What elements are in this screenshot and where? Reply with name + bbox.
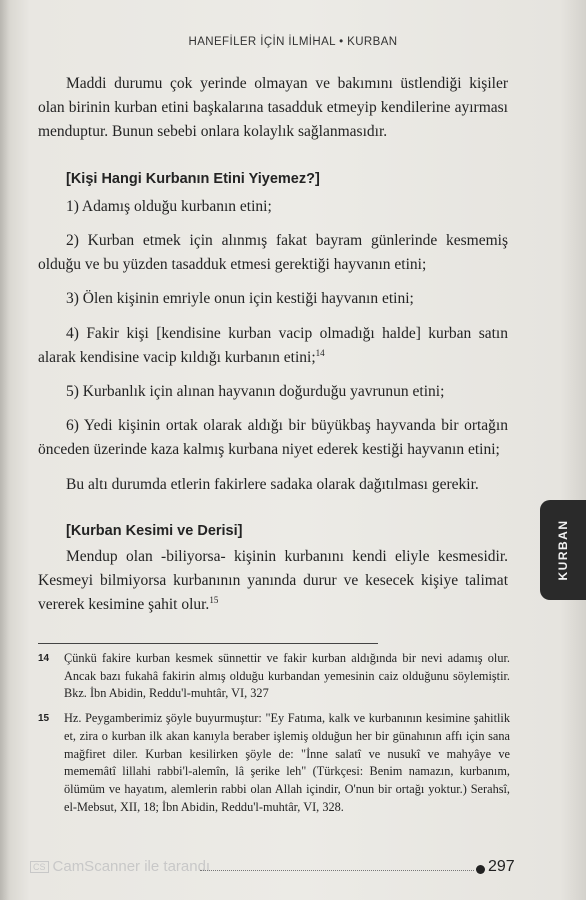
- camscanner-logo-icon: CS: [30, 861, 49, 873]
- intro-paragraph: Maddi durumu çok yerinde olmayan ve bakımını üstlendiği kişiler olan birinin kurban etini başkalarına tasadduk etmeyip kendilerine ayırması menduptur. Bunun sebebi onlara kolaylık sağlanmasıdır.: [38, 75, 508, 141]
- section-heading-1: [Kişi Hangi Kurbanın Etini Yiyemez?]: [66, 170, 320, 187]
- chapter-side-tab: [540, 500, 586, 600]
- footnote-14: [38, 650, 510, 703]
- list-item-4-text: 4) Fakir kişi [kendisine kurban vacip olmadığı halde] kurban satın alarak kendisine vacip kıldığı kurbanın etini;: [38, 324, 508, 366]
- kesim-paragraph: [38, 545, 508, 618]
- page-number-leader: [200, 870, 474, 871]
- watermark-text: CamScanner ile tarandı: [52, 858, 211, 875]
- footnote-number: 15: [38, 713, 50, 725]
- footnote-ref-15[interactable]: 15: [209, 595, 219, 606]
- footnote-text: Çünkü fakire kurban kesmek sünnettir ve fakir kurban aldığında bir nevi adamış olur. Ancak bazı fukahâ fakirin almış olduğu kurbandan yemesinin caiz olduğunu söylemiştir. Bkz. İbn Abidin, Reddu'l-muhtâr, VI, 327: [64, 651, 510, 701]
- list-item-3: 3) Ölen kişinin emriyle onun için kestiği hayvanın etini;: [66, 290, 414, 308]
- closing-paragraph: Bu altı durumda etlerin fakirlere sadaka olarak dağıtılması gerekir.: [66, 475, 479, 493]
- list-item-1: 1) Adamış olduğu kurbanın etini;: [66, 197, 272, 215]
- footnote-number: 14: [38, 653, 50, 664]
- footnote-15: [38, 710, 510, 816]
- footnotes: [38, 650, 510, 823]
- section-heading-2: [Kurban Kesimi ve Derisi]: [66, 522, 243, 539]
- running-header: HANEFİLER İÇİN İLMİHAL • KURBAN: [188, 36, 398, 48]
- list-item-6: 6) Yedi kişinin ortak olarak aldığı bir büyükbaş hayvanda bir ortağın önceden üzerinde kaza kalmış kurbana niyet ederek kestiği hayvanın etini;: [38, 417, 508, 459]
- page-number: 297: [488, 858, 515, 875]
- chapter-tab-label: KURBAN: [556, 519, 570, 581]
- list-item-5: 5) Kurbanlık için alınan hayvanın doğurduğu yavrunun etini;: [66, 383, 445, 401]
- footnote-text: Hz. Peygamberimiz şöyle buyurmuştur: "Ey Fatıma, kalk ve kurbanının kesimine şahitlik et, zira o kurban ilk akan kanıyla beraber işlemiş olduğun her bir günahının affı için sana mağfiret diler. Kurban kesilirken şöyle de: "İnne salatî ve nusukî ve mahyâye ve mememâtî lillahi rabbi'l-alemîn, lâ şerike leh" (Türkçesi: Benim namazın, kurbanım, ölümüm ve hayatım, alemlerin rabbi olan Allah içindir, O'nun bir ortağı yoktur.) Serahsî, el-Mebsut, XII, 18; İbn Abidin, Reddu'l-muhtâr, VI, 328.: [64, 711, 510, 814]
- list-item-4: [38, 322, 508, 370]
- scanner-watermark: [30, 858, 210, 875]
- footnote-divider: [38, 643, 378, 644]
- page-body: [38, 72, 508, 618]
- kesim-paragraph-text: Mendup olan -biliyorsa- kişinin kurbanını kendi eliyle kesmesidir. Kesmeyi bilmiyorsa kurbanının yanında durur ve kesecek kişiye talimat vererek kesimine şahit olur.: [38, 548, 508, 614]
- footnote-ref-14[interactable]: 14: [315, 347, 325, 358]
- list-item-2: 2) Kurban etmek için alınmış fakat bayram günlerinde kesmemiş olduğu ve bu yüzden tasadduk etmesi gerektiği hayvanın etini;: [38, 232, 508, 274]
- bullet-icon: [476, 865, 485, 874]
